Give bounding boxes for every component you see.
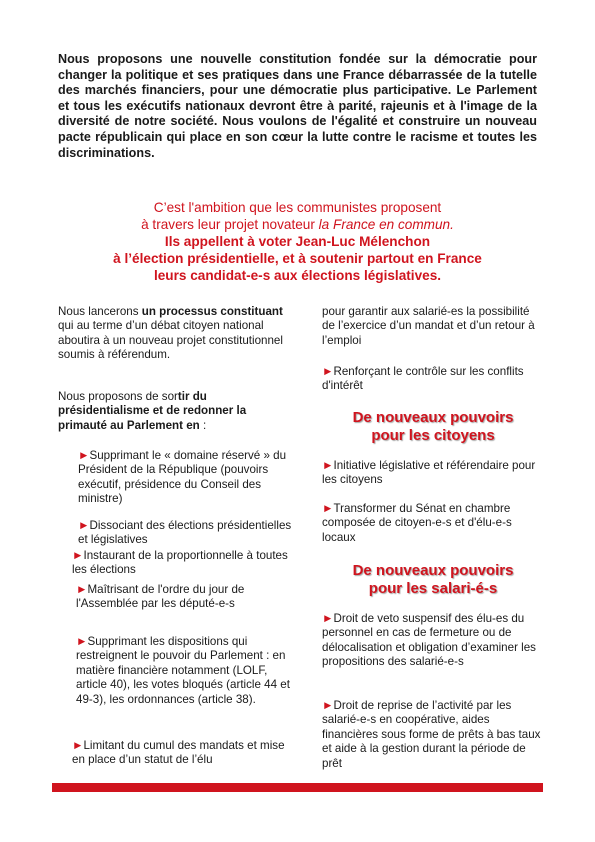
list-item [322, 612, 544, 670]
arrow-icon: ► [322, 365, 334, 378]
callout-line-2-text: à travers leur projet novateur [141, 217, 319, 232]
presidentialisme-text-b: tir du présidentialisme et de redonner la primauté au Parlement en [58, 390, 247, 432]
list-item-text: Supprimant le « domaine réservé » du Président de la République (pouvoirs exécutif, présidence du Conseil des ministre) [78, 449, 287, 506]
list-item-text: Renforçant le contrôle sur les conflits d'intérêt [322, 365, 524, 393]
arrow-icon: ► [322, 699, 334, 712]
processus-text-c: qui au terme d’un débat citoyen national aboutira à un nouveau projet constitutionnel soumis à référendum. [58, 319, 283, 362]
callout-line-5: leurs candidat-e-s aux élections législatives. [153, 268, 442, 283]
intro-paragraph: Nous proposons une nouvelle constitution fondée sur la démocratie pour changer la politique et ses pratiques dans une France débarrassée de la tutelle des marchés financiers, pour une démocratie plus participative. Le Parlement et tous les exécutifs nationaux devront être à parité, rajeunis et à l'image de la diversité de notre société. Nous voulons de l'égalité et construire un nouveau pacte républicain qui place en son cœur la lutte contre le racisme et toutes les discriminations. [58, 52, 537, 160]
callout-line-1: C’est l'ambition que les communistes proposent [153, 200, 442, 215]
list-item [72, 549, 294, 578]
processus-text-b: un processus constituant [141, 305, 283, 318]
arrow-icon: ► [78, 449, 90, 462]
list-item-text: Supprimant les dispositions qui restreignent le pouvoir du Parlement : en matière financière notamment (LOLF, article 40), les votes bloqués (article 44 et 49-3), les ordonnances (article 38). [76, 635, 290, 706]
heading-salaries-line-2: pour les salari-é-s [368, 580, 498, 597]
presidentialisme-paragraph [58, 390, 294, 433]
arrow-icon: ► [72, 549, 84, 562]
list-item-text: Droit de veto suspensif des élu-es du personnel en cas de fermeture ou de délocalisation et obligation d’examiner les propositions des salarié-e-s [322, 612, 536, 669]
presidentialisme-text-c: : [199, 418, 207, 432]
callout-line-3: Ils appellent à voter Jean-Luc Mélenchon [164, 234, 431, 249]
heading-salaries [322, 562, 544, 598]
list-item [76, 583, 294, 612]
callout-line-4: à l’élection présidentielle, et à soutenir partout en France [113, 251, 482, 266]
list-item-text: Instaurant de la proportionnelle à toutes les élections [72, 549, 288, 577]
list-item-text: Initiative législative et référendaire pour les citoyens [322, 459, 536, 487]
arrow-icon: ► [72, 739, 84, 752]
list-item-text: Maîtrisant de l'ordre du jour de l'Assemblée par les député-e-s [76, 583, 245, 611]
callout-italic-title: la France en commun. [318, 217, 454, 232]
list-item [72, 739, 294, 768]
arrow-icon: ► [78, 519, 90, 532]
arrow-icon: ► [322, 502, 334, 515]
list-item [322, 459, 544, 488]
processus-paragraph [58, 305, 294, 363]
processus-text-a: Nous lancerons [58, 305, 142, 318]
arrow-icon: ► [76, 635, 88, 648]
left-column [58, 305, 294, 775]
right-column [322, 305, 544, 775]
list-item [76, 635, 294, 707]
list-item [322, 365, 544, 394]
list-item-text: Droit de reprise de l’activité par les salarié-e-s en coopérative, aides financières sous forme de prêts à bas taux et aide à la gestion durant la période de prêt [322, 699, 541, 770]
callout-line-2 [40, 216, 555, 233]
heading-citoyens-line-1: De nouveaux pouvoirs [352, 409, 514, 426]
arrow-icon: ► [322, 459, 334, 472]
list-item-text: Dissociant des élections présidentielles et législatives [78, 519, 292, 547]
heading-citoyens-line-2: pour les citoyens [371, 427, 495, 444]
presidentialisme-text-a: Nous proposons de sor [58, 390, 178, 403]
heading-salaries-line-1: De nouveaux pouvoirs [352, 562, 514, 579]
list-item-text: Limitant du cumul des mandats et mise en place d’un statut de l’élu [72, 739, 285, 767]
heading-citoyens [322, 409, 544, 445]
footer-bar [52, 783, 543, 792]
arrow-icon: ► [322, 612, 334, 625]
list-item [322, 699, 544, 771]
arrow-icon: ► [76, 583, 88, 596]
mandat-continuation: pour garantir aux salarié-es la possibilité de l’exercice d’un mandat et d’un retour à l’emploi [322, 305, 535, 347]
list-item-text: Transformer du Sénat en chambre composée de citoyen-e-s et d'élu-e-s locaux [322, 502, 512, 544]
list-item [322, 502, 544, 545]
list-item [78, 449, 294, 507]
callout-block [40, 199, 555, 284]
list-item [78, 519, 294, 548]
